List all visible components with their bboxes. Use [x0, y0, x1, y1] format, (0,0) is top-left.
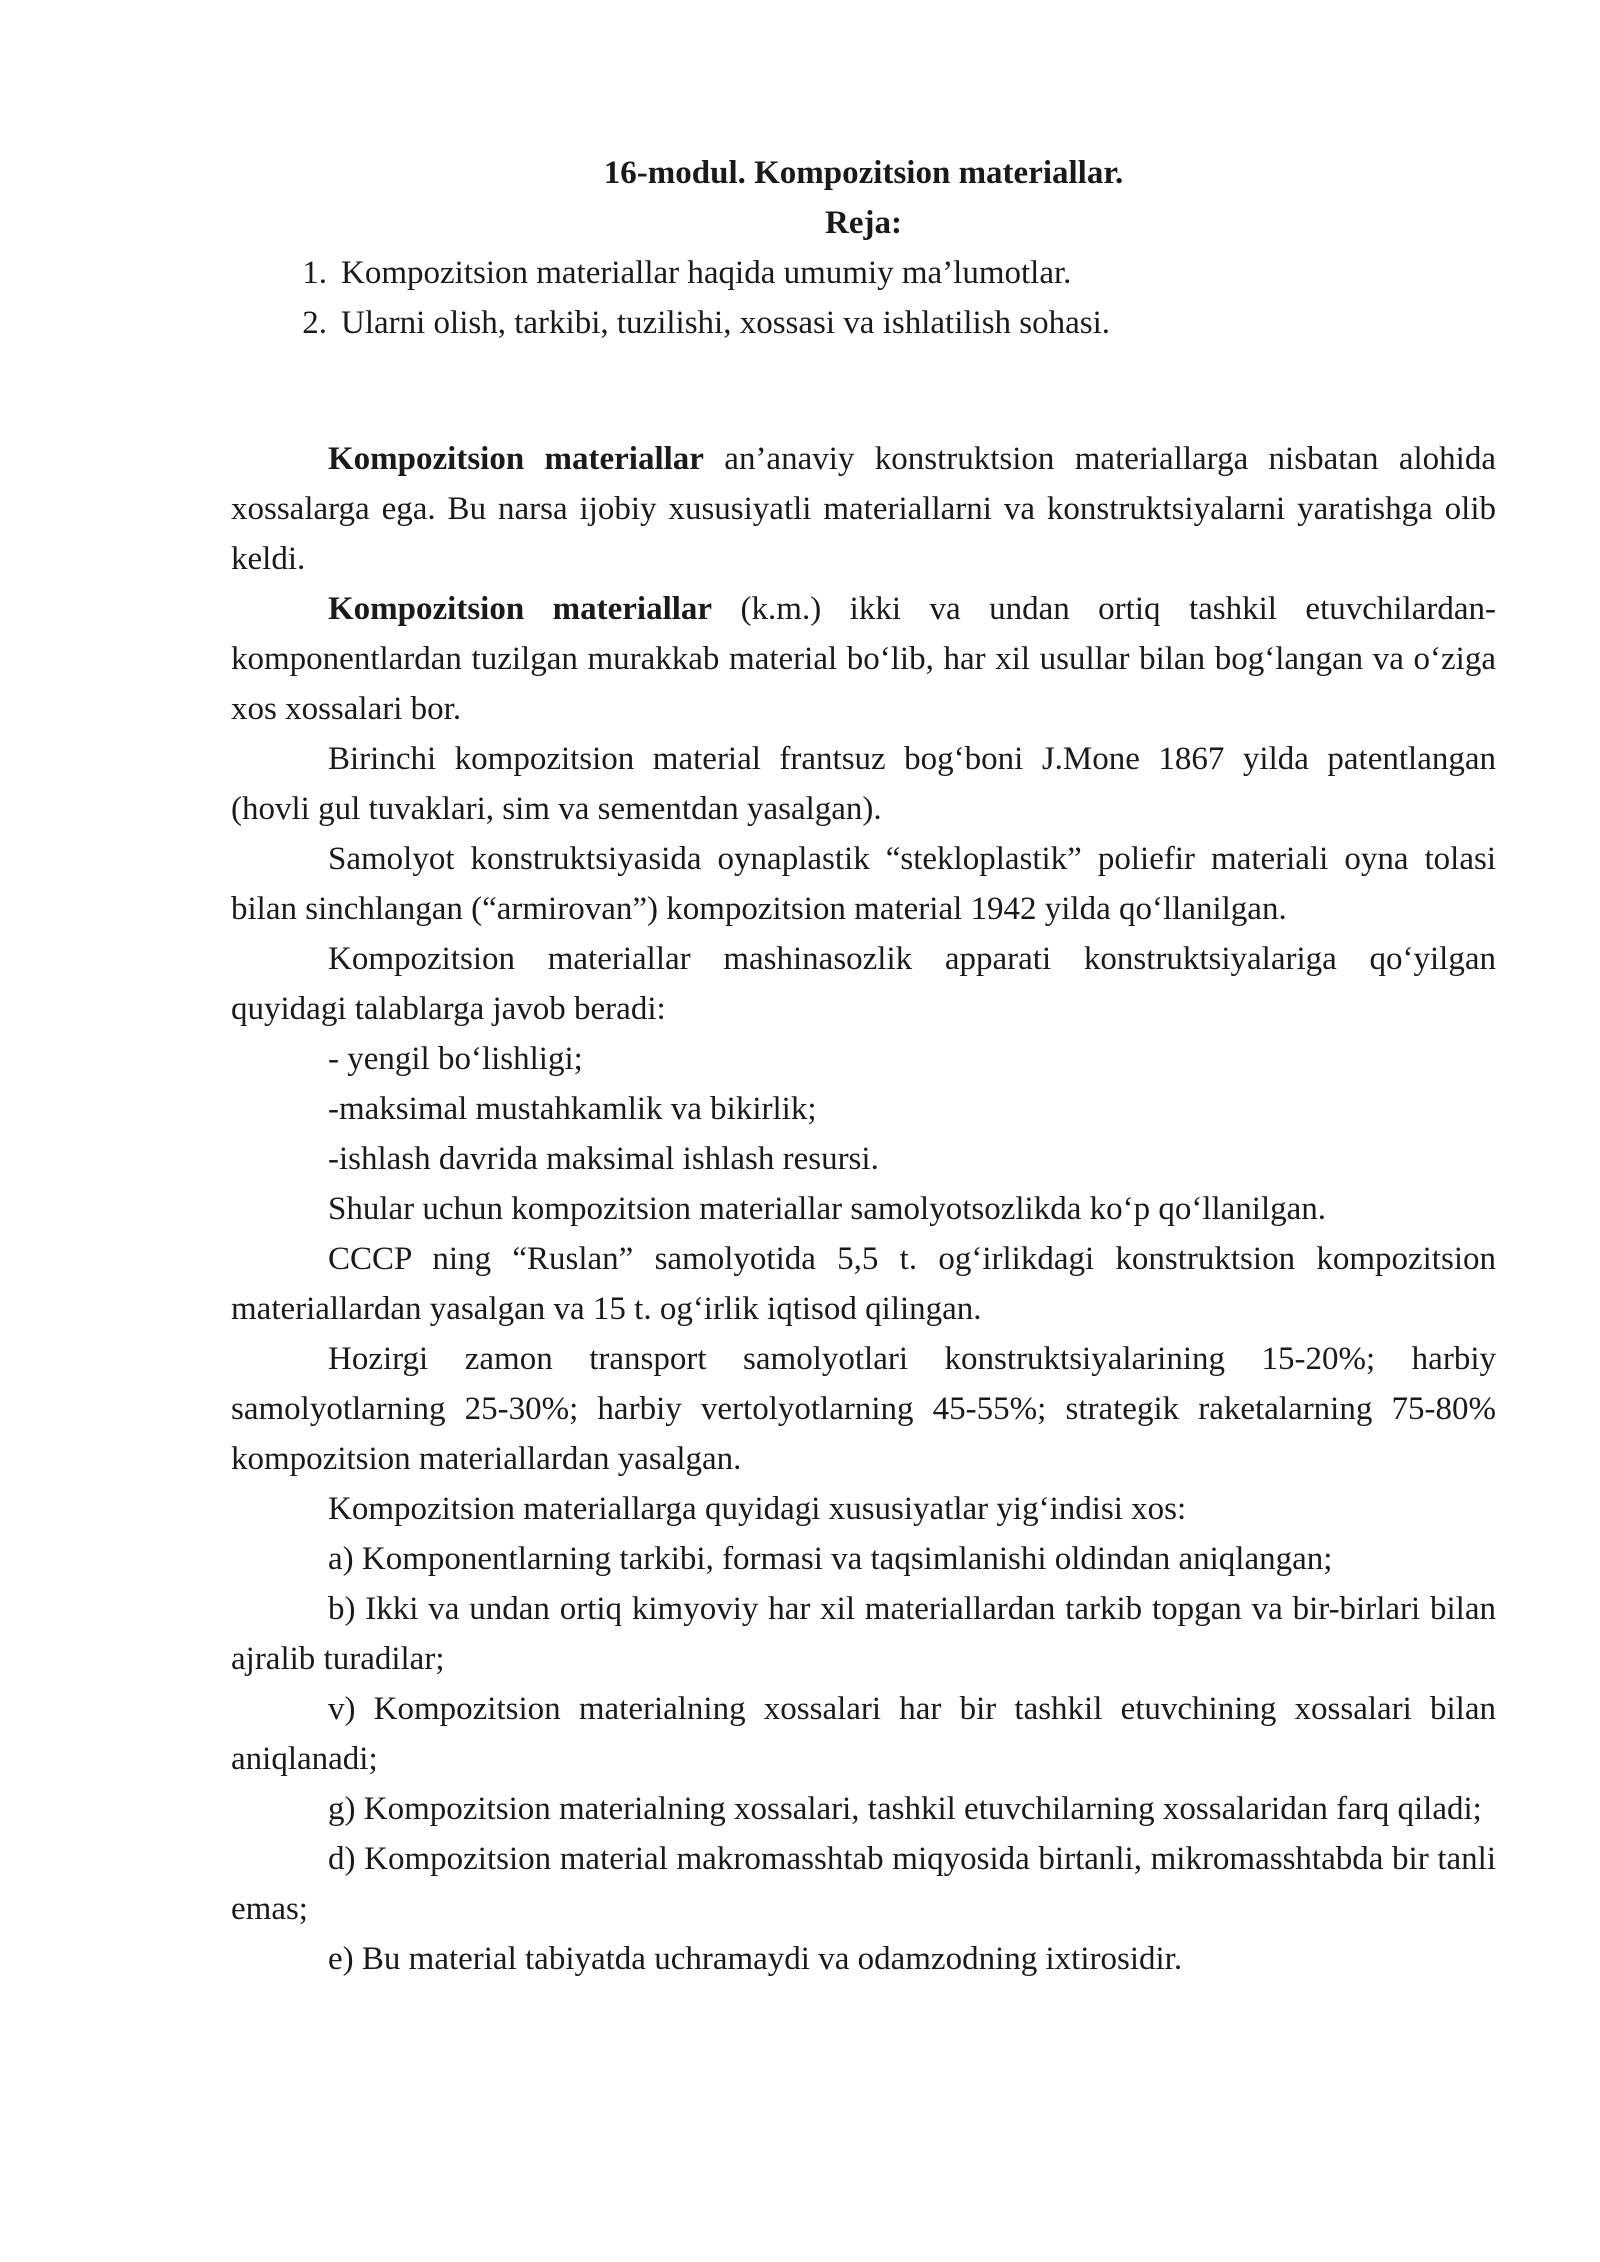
section-spacer	[231, 348, 1496, 434]
paragraph	[231, 434, 1496, 584]
property-item: a) Komponentlarning tarkibi, formasi va taqsimlanishi oldindan aniqlangan;	[328, 1541, 1333, 1577]
paragraph: Kompozitsion materiallar mashinasozlik apparati konstruktsiyalariga qo‘yilgan quyidagi talablarga javob beradi:	[231, 941, 1496, 1027]
term-bold: Kompozitsion materiallar	[328, 441, 704, 477]
paragraph	[231, 584, 1496, 734]
paragraph: CCCP ning “Ruslan” samolyotida 5,5 t. og‘irlikdagi konstruktsion kompozitsion materiallardan yasalgan va 15 t. og‘irlik iqtisod qilingan.	[231, 1241, 1496, 1327]
plan-heading: Reja:	[825, 205, 902, 241]
property-item: v) Kompozitsion materialning xossalari har bir tashkil etuvchining xossalari bilan aniqlanadi;	[231, 1691, 1496, 1777]
document-page	[231, 148, 1496, 1984]
paragraph: Shular uchun kompozitsion materiallar samolyotsozlikda ko‘p qo‘llanilgan.	[328, 1191, 1327, 1227]
paragraph-text: an’anaviy konstruktsion materiallarga nisbatan alohida xossalarga ega. Bu narsa ijobiy xususiyatli materiallarni va konstruktsiyalarni yaratishga olib keldi.	[231, 441, 1497, 577]
requirement-item: -ishlash davrida maksimal ishlash resursi.	[328, 1141, 879, 1177]
document-title: 16-modul. Kompozitsion materiallar.	[603, 155, 1124, 191]
paragraph: Kompozitsion materiallarga quyidagi xususiyatlar yig‘indisi xos:	[328, 1491, 1187, 1527]
term-bold: Kompozitsion materiallar	[328, 591, 713, 627]
plan-item-number: 1.	[302, 255, 327, 291]
requirement-item: - yengil bo‘lishligi;	[328, 1041, 583, 1077]
requirement-item: -maksimal mustahkamlik va bikirlik;	[328, 1091, 817, 1127]
property-item: e) Bu material tabiyatda uchramaydi va odamzodning ixtirosidir.	[328, 1941, 1183, 1977]
property-item: b) Ikki va undan ortiq kimyoviy har xil materiallardan tarkib topgan va bir-birlari bilan ajralib turadilar;	[231, 1591, 1496, 1677]
plan-item	[231, 248, 1496, 298]
plan-item-text: Kompozitsion materiallar haqida umumiy ma’lumotlar.	[341, 255, 1072, 291]
paragraph: Birinchi kompozitsion material frantsuz bog‘boni J.Mone 1867 yilda patentlangan (hovli gul tuvaklari, sim va sementdan yasalgan).	[231, 741, 1496, 827]
plan-item	[231, 298, 1496, 348]
paragraph: Samolyot konstruktsiyasida oynaplastik “stekloplastik” poliefir materiali oyna tolasi bilan sinchlangan (“armirovan”) kompozitsion material 1942 yilda qo‘llanilgan.	[231, 841, 1496, 927]
paragraph: Hozirgi zamon transport samolyotlari konstruktsiyalarining 15-20%; harbiy samolyotlarning 25-30%; harbiy vertolyotlarning 45-55%; strategik raketalarning 75-80% kompozitsion materiallardan yasalgan.	[231, 1341, 1496, 1477]
property-item: d) Kompozitsion material makromasshtab miqyosida birtanli, mikromasshtabda bir tanli emas;	[231, 1841, 1496, 1927]
plan-item-text: Ularni olish, tarkibi, tuzilishi, xossasi va ishlatilish sohasi.	[341, 305, 1111, 341]
paragraph-text: (k.m.) ikki va undan ortiq tashkil etuvchilardan-komponentlardan tuzilgan murakkab material bo‘lib, har xil usullar bilan bog‘langan va o‘ziga xos xossalari bor.	[231, 591, 1497, 727]
plan-list	[231, 248, 1496, 348]
plan-item-number: 2.	[302, 305, 327, 341]
property-item: g) Kompozitsion materialning xossalari, tashkil etuvchilarning xossalaridan farq qiladi;	[328, 1791, 1482, 1827]
